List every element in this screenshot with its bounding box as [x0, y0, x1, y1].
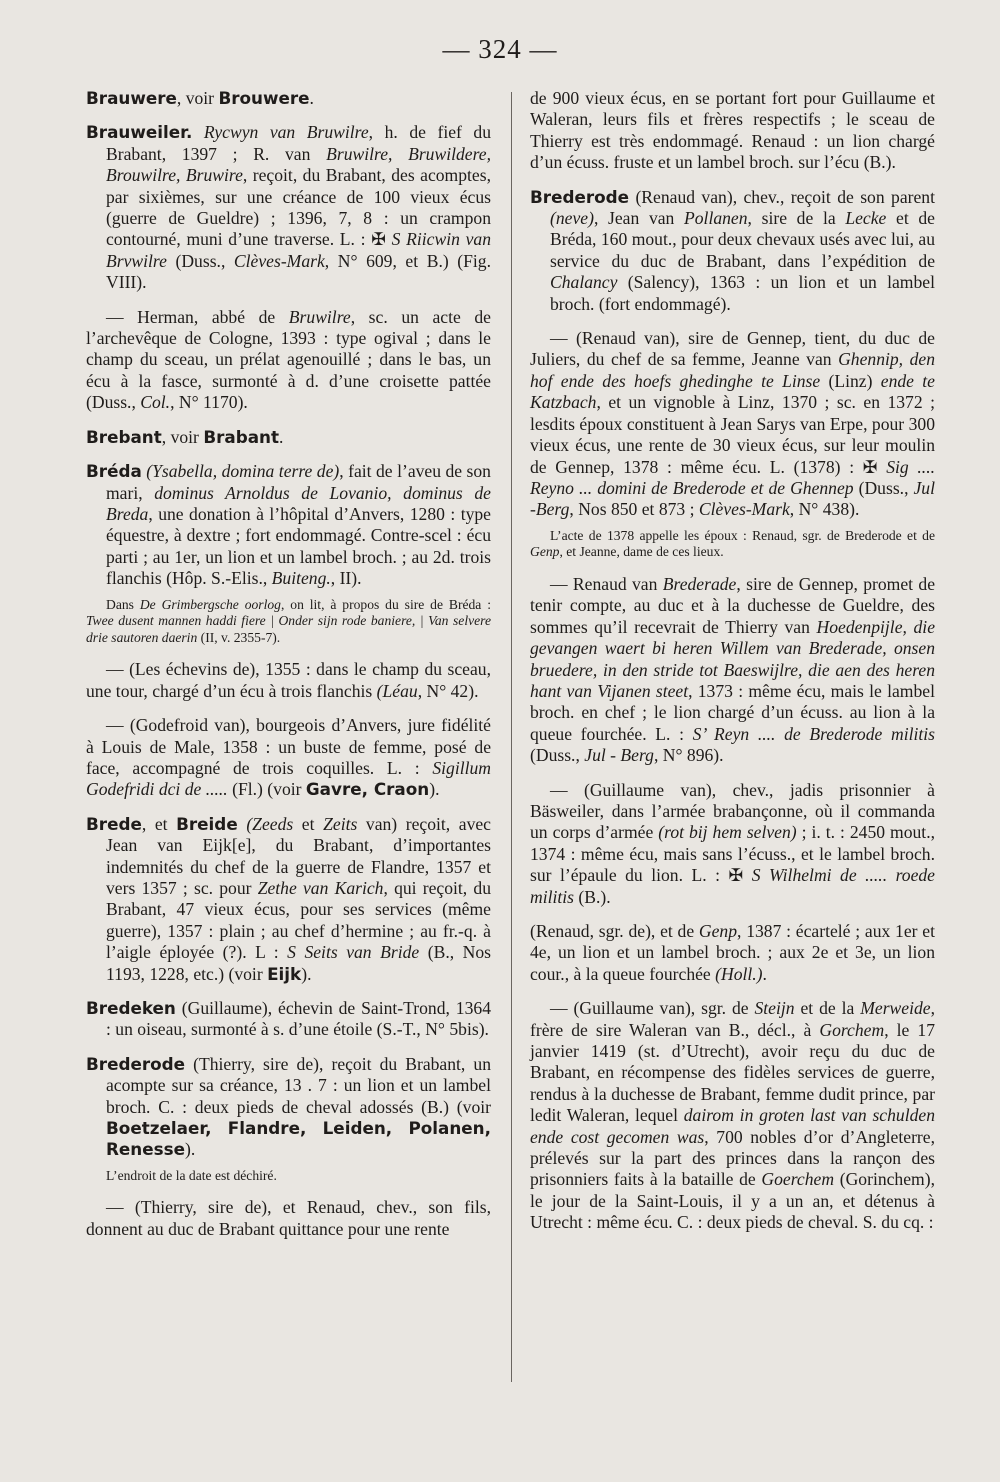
- text-run: , Jean van: [593, 208, 685, 229]
- italic-text: Lecke: [845, 208, 887, 229]
- headword: Brede: [86, 813, 142, 834]
- italic-text: Goerchem: [761, 1169, 835, 1190]
- text-run: — (Renaud van), sire de Gennep, tient, du duc de Juliers, du chef de sa femme, Jeanne van: [530, 328, 935, 370]
- italic-text: (neve): [550, 208, 594, 229]
- headword: Brauwere: [86, 88, 177, 108]
- italic-text: (Ysabella, domina terre de): [146, 461, 340, 482]
- text-run: (B.).: [574, 886, 611, 907]
- text-run: (Renaud van), chev., reçoit de son parent: [629, 186, 935, 207]
- italic-text: Chalancy: [550, 272, 618, 293]
- sub-entry-paragraph: [86, 307, 491, 414]
- italic-text: Brederade: [662, 573, 737, 594]
- text-run: , 700 nobles d’or d’Angleterre, prélevés sur la part des princes dans la rançon des prisonniers faits à la bataille de: [530, 1126, 935, 1190]
- italic-text: Steijn: [754, 998, 795, 1019]
- headword: Brederode: [530, 186, 630, 207]
- text-run: ).: [429, 779, 440, 800]
- italic-text: Rycwyn van Bruwilre: [203, 122, 369, 143]
- text-run: , frère de sire Waleran van B., décl., à: [530, 998, 935, 1040]
- italic-text: Merweide: [860, 998, 931, 1019]
- italic-text: Sigillum Godefridi dci de .....: [86, 757, 491, 800]
- entry-paragraph: [86, 122, 491, 293]
- text-run: Dans: [106, 596, 140, 612]
- text-run: , sire de la: [747, 208, 846, 229]
- italic-text: S Riicwin van Brvwilre: [106, 229, 491, 271]
- text-run: (Duss.,: [530, 745, 585, 766]
- headword: Brouwere: [218, 88, 310, 108]
- text-run: (Fl.) (voir: [227, 779, 306, 800]
- column-divider: [511, 92, 512, 1382]
- headword: Brederode: [86, 1053, 186, 1074]
- italic-text: S Wilhelmi de ..... roede militis: [530, 865, 935, 907]
- right-column: [530, 88, 935, 1247]
- text-run: (Renaud, sgr. de), et de: [530, 921, 699, 941]
- italic-text: dairom in groten last van schulden ende cost gecomen was: [530, 1105, 935, 1147]
- text-run: et de Bréda, 160 mout., pour deux chevaux usés avec lui, au service du duc de Brabant, dans l’expédition de: [550, 208, 935, 271]
- sub-entry-paragraph: [86, 659, 491, 702]
- text-run: (Salency), 1363 : un lion et un lambel broch. (fort endommagé).: [550, 272, 935, 314]
- text-run: (Duss.,: [853, 477, 914, 498]
- italic-text: Hoedenpijle, die gevangen waert bi heren Willem van Brederade, onsen bruedere, in den stride tot Baeswijlre, die aen des heren hant van Vijanen steet: [530, 616, 935, 701]
- text-run: , 1373 : même écu, mais le lambel broch. en chef ; le lion chargé d’un écuss. au lion à la queue fourchée. L. :: [530, 680, 935, 744]
- continued-paragraph: [530, 88, 935, 174]
- italic-text: dominus Arnoldus de Lovanio, dominus de Breda: [106, 482, 491, 524]
- text-run: (Linz): [820, 370, 881, 391]
- sub-entry-paragraph: [86, 1197, 491, 1240]
- text-run: , sc. un acte de l’archevêque de Cologne, 1393 : type ogival ; dans le champ du sceau, un prélat agenouillé ; dans le bas, un écu à la fasce, surmonté à d. d’une croisette pattée (Duss.,: [86, 306, 491, 413]
- continued-paragraph: [530, 921, 935, 985]
- italic-text: Col.: [140, 392, 171, 413]
- text-run: (B., Nos 1193, 1228, etc.) (voir: [106, 942, 491, 984]
- text-run: , II).: [330, 568, 362, 589]
- italic-text: Twee dusent mannen haddi fiere | Onder sijn rode baniere, | Van selvere drie sautoren daerin: [86, 613, 491, 645]
- text-run: .: [762, 963, 767, 984]
- text-run: — Herman, abbé de: [106, 306, 289, 327]
- text-run: , et: [141, 813, 177, 834]
- text-run: , et un vignoble à Linz, 1370 ; sc. en 1372 ; lesdits époux constituent à Jean Sarys van Erpe, pour 300 vieux écus, une rente de 30 vieux écus, sur leur moulin de Gennep, 1378 : même écu. L. (1378) : ✠: [530, 392, 935, 477]
- headword: Breide: [176, 813, 238, 834]
- entry-paragraph: [530, 187, 935, 315]
- text-run: , N° 42).: [417, 680, 479, 701]
- italic-text: Ghennip, den hof ende des hoefs ghedinghe te Linse: [530, 349, 935, 391]
- headword: Gavre, Craon: [305, 779, 430, 800]
- sub-entry-paragraph: [530, 328, 935, 521]
- text-run: [192, 122, 204, 142]
- text-run: (Duss.,: [166, 250, 234, 271]
- text-run: et: [293, 813, 324, 834]
- left-column: [86, 88, 491, 1253]
- text-run: , voir: [161, 426, 204, 447]
- text-run: L’acte de 1378 appelle les époux : Renaud, sgr. de Brederode et de: [550, 527, 935, 543]
- italic-text: Clèves-Mark: [698, 499, 790, 520]
- text-run: et de la: [794, 998, 861, 1019]
- italic-text: (Holl.): [715, 963, 763, 984]
- text-run: , sire de Gennep, promet de tenir compte, au duc et à la duchesse de Gueldre, des sommes qu’il recevrait de Thierry van: [530, 573, 935, 637]
- text-run: , Nos 850 et 873 ;: [569, 499, 699, 520]
- entry-paragraph: [86, 814, 491, 985]
- text-run: — (Thierry, sire de), et Renaud, chev., son fils, donnent au duc de Brabant quittance pour une rente: [86, 1197, 491, 1239]
- italic-text: (rot bij hem selven): [658, 822, 797, 843]
- text-run: van) reçoit, avec Jean van Eijk[e], du Brabant, d’importantes indemnités du chef de la guerre de Flandre, 1357 et vers 1357 ; sc. pour: [106, 813, 491, 898]
- italic-text: Zeits: [323, 813, 358, 834]
- text-run: , h. de fief du Brabant, 1397 ; R. van: [106, 122, 491, 164]
- sub-entry-paragraph: [86, 715, 491, 801]
- text-run: , N° 438).: [789, 499, 860, 520]
- italic-text: Jul - Berg: [584, 745, 654, 766]
- entry-paragraph: [86, 427, 491, 448]
- italic-text: Buiteng.: [271, 568, 331, 589]
- italic-text: Genp: [530, 544, 560, 560]
- text-run: , reçoit, du Brabant, des acomptes, par sixièmes, sur une créance de 100 vieux écus (guerre de Gueldre) ; 1396, 7, 8 : un crampon contourné, muni d’une traverse. L. : ✠: [106, 165, 491, 250]
- text-run: (Gorinchem), le jour de la Saint-Louis, il y a un an, et détenus à Utrecht : même écu. C. : deux pieds de cheval. S. du cq. :: [530, 1169, 935, 1233]
- text-run: L’endroit de la date est déchiré.: [106, 1167, 277, 1183]
- text-run: , le 17 janvier 1419 (st. d’Utrecht), avoir reçu du duc de Brabant, en récompense des fidèles services de guerre, rendus à la duchesse de Brabant, femme dudit prince, par ledit Waleran, lequel: [530, 1019, 935, 1126]
- text-run: .: [309, 88, 314, 108]
- text-run: ).: [185, 1139, 196, 1160]
- text-run: (Guillaume), échevin de Saint-Trond, 1364 : un oiseau, surmonté à s. d’une étoile (S.-T., N° 5bis).: [106, 998, 491, 1040]
- italic-text: Gorchem: [819, 1019, 885, 1040]
- text-run: (II, v. 2355-7).: [197, 629, 281, 645]
- footnote-paragraph: [530, 528, 935, 561]
- sub-entry-paragraph: [530, 574, 935, 767]
- text-run: (Thierry, sire de), reçoit du Brabant, un acompte sur sa créance, 13 . 7 : un lion et un lambel broch. C. : deux pieds de cheval adossés (B.) (voir: [106, 1053, 491, 1117]
- footnote-paragraph: [86, 597, 491, 647]
- text-run: — (Les échevins de), 1355 : dans le champ du sceau, une tour, chargé d’un écu à trois flanchis: [86, 659, 491, 701]
- text-run: , une donation à l’hôpital d’Anvers, 1280 : type équestre, à dextre ; fort endommagé. Contre-scel : écu parti ; au 1er, un lion et un lambel broch. ; au 2d. trois flanchis (Hôp. S.-Elis.,: [106, 503, 491, 589]
- text-run: , 1387 : écartelé ; aux 1er et 4e, un lion et un lambel broch. ; aux 2e et 3e, un lion cour., à la queue fourchée: [530, 921, 935, 984]
- entry-paragraph: [86, 998, 491, 1041]
- text-run: — (Guillaume van), chev., jadis prisonnier à Bäsweiler, dans l’armée brabançonne, où il commanda un corps d’armée: [530, 779, 935, 843]
- headword: Boetzelaer, Flandre, Leiden, Polanen, Renesse: [106, 1118, 491, 1160]
- text-run: ).: [301, 963, 312, 984]
- entry-paragraph: [86, 88, 491, 109]
- entry-paragraph: [86, 1054, 491, 1161]
- italic-text: Zethe van Karich: [257, 877, 384, 898]
- text-run: .: [279, 426, 284, 447]
- italic-text: (Zeeds: [246, 813, 294, 834]
- headword: Brebant: [86, 426, 162, 447]
- italic-text: Pollanen: [684, 208, 748, 229]
- italic-text: S’ Reyn .... de Brederode militis: [692, 723, 935, 744]
- text-run: — (Guillaume van), sgr. de: [550, 998, 755, 1019]
- text-run: ; i. t. : 2450 mout., 1374 : même écu, mais sans l’écuss., et le lambel broch. sur l’épaule du lion. L. : ✠: [530, 822, 935, 886]
- headword: Brauweiler.: [86, 122, 193, 143]
- italic-text: De Grimbergsche oorlog: [139, 596, 281, 612]
- text-run: , N° 896).: [653, 745, 724, 766]
- text-run: , on lit, à propos du sire de Bréda :: [280, 596, 491, 612]
- text-run: , qui reçoit, du Brabant, 47 vieux écus, pour ses services (même guerre), 1357 : plain ; au chef d’hermine ; au fr.-q. à l’aigle éployée (?). L :: [106, 877, 491, 963]
- headword: Bréda: [86, 461, 142, 482]
- headword: Eijk: [267, 963, 302, 984]
- text-run: de 900 vieux écus, en se portant fort pour Guillaume et Waleran, leurs fils et frères respectifs ; le sceau de Thierry est très endommagé. Renaud : un lion chargé d’un écuss. fruste et un lambel broch. sur l’écu (B.).: [530, 88, 935, 173]
- text-run: , voir: [176, 88, 219, 108]
- italic-text: ende te Katzbach: [530, 370, 935, 413]
- italic-text: Bruwilre, Bruwildere, Brouwilre, Bruwire: [106, 143, 491, 186]
- entry-paragraph: [86, 461, 491, 589]
- italic-text: Bruwilre: [288, 306, 351, 327]
- text-run: , et Jeanne, dame de ces lieux.: [559, 544, 724, 560]
- footnote-paragraph: [86, 1168, 491, 1185]
- italic-text: Genp: [698, 921, 738, 941]
- text-run: , fait de l’aveu de son mari,: [106, 461, 491, 503]
- text-run: — Renaud van: [550, 573, 663, 594]
- italic-text: Sig .... Reyno ... domini de Brederode et de Ghennep: [530, 456, 935, 498]
- italic-text: S Seits van Bride: [287, 942, 420, 963]
- text-run: , N° 609, et B.) (Fig. VIII).: [106, 250, 491, 293]
- text-run: — (Godefroid van), bourgeois d’Anvers, jure fidélité à Louis de Male, 1358 : un buste de femme, posé de face, accompagné de trois coquilles. L. :: [86, 715, 491, 778]
- text-run: , N° 1170).: [170, 392, 248, 413]
- italic-text: Clèves-Mark: [233, 250, 325, 271]
- italic-text: (Léau: [376, 680, 418, 701]
- page-number: — 324 —: [442, 34, 558, 64]
- sub-entry-paragraph: [530, 998, 935, 1233]
- italic-text: Jul -Berg: [530, 477, 935, 520]
- sub-entry-paragraph: [530, 780, 935, 908]
- headword: Bredeken: [86, 998, 176, 1018]
- headword: Brabant: [203, 426, 280, 447]
